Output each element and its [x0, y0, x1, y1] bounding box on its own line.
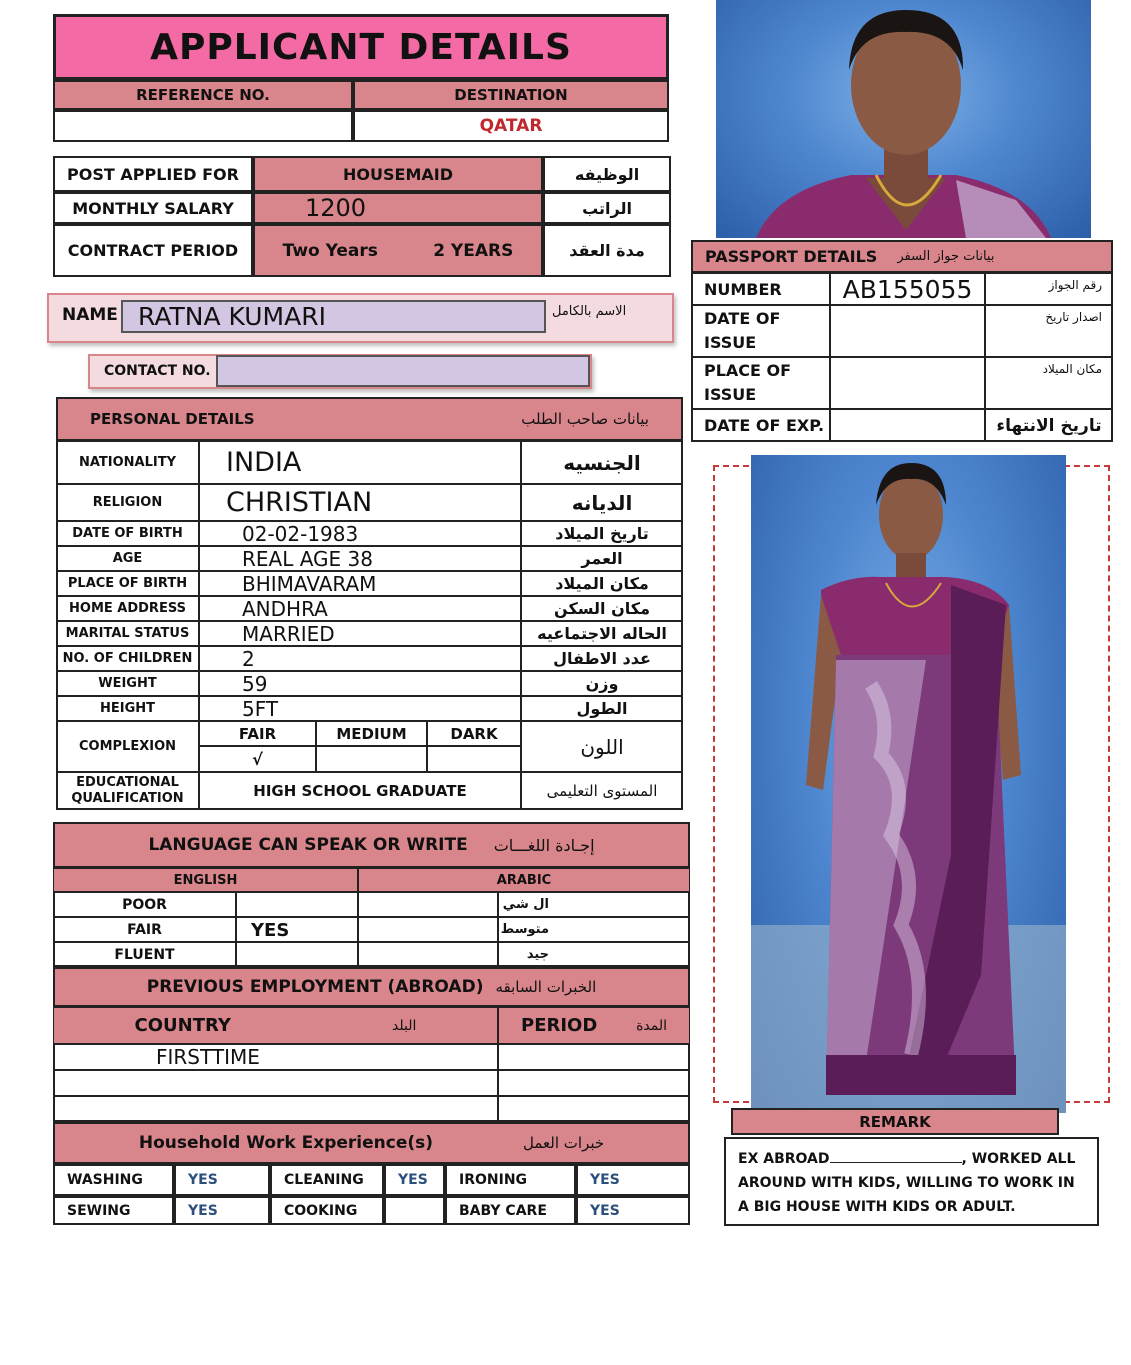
language-level: FAIR	[53, 917, 236, 942]
employment-title-ar: الخبرات السابقه	[495, 978, 597, 996]
destination-value: QATAR	[353, 110, 669, 142]
personal-row-value: 02-02-1983	[199, 521, 521, 546]
portrait-photo	[716, 0, 1091, 238]
household-item-label: COOKING	[270, 1196, 384, 1225]
employment-period-value	[498, 1096, 690, 1122]
employment-country-value: FIRSTTIME	[53, 1044, 498, 1070]
name-label: NAME	[62, 305, 118, 325]
post-label: POST APPLIED FOR	[53, 156, 253, 192]
language-arabic-header: ARABIC	[358, 868, 690, 892]
passport-issue-place-value	[830, 357, 985, 409]
passport-number-label: NUMBER	[691, 273, 830, 305]
household-item-label: BABY CARE	[445, 1196, 576, 1225]
language-level: FLUENT	[53, 942, 236, 967]
personal-row-value: CHRISTIAN	[199, 484, 521, 521]
household-header	[53, 1122, 690, 1164]
household-item-value: YES	[384, 1164, 445, 1196]
household-title: Household Work Experience(s)	[138, 1133, 434, 1153]
personal-row-ar: عدد الاطفال	[521, 646, 683, 671]
language-arabic-value	[358, 892, 498, 917]
post-ar: الوظيفه	[543, 156, 671, 192]
personal-row-label: NO. OF CHILDREN	[56, 646, 199, 671]
employment-period-label: PERIOD	[521, 1015, 598, 1036]
personal-row-label: MARITAL STATUS	[56, 621, 199, 646]
passport-issue-place-ar: مكان الميلاد	[985, 357, 1113, 409]
passport-issue-date-value	[830, 305, 985, 357]
language-arabic-value	[358, 917, 498, 942]
passport-issue-place-label	[691, 357, 830, 409]
personal-row-value: INDIA	[199, 441, 521, 484]
personal-row-label: NATIONALITY	[56, 441, 199, 484]
household-item-label: IRONING	[445, 1164, 576, 1196]
full-body-photo	[751, 455, 1066, 1113]
language-english-header: ENGLISH	[53, 868, 358, 892]
name-ar: الاسم بالكامل	[552, 304, 627, 319]
language-title: LANGUAGE CAN SPEAK OR WRITE	[148, 835, 468, 855]
name-field	[121, 300, 546, 333]
personal-row-ar: تاريخ الميلاد	[521, 521, 683, 546]
household-item-value: YES	[576, 1164, 690, 1196]
employment-period-value	[498, 1044, 690, 1070]
personal-row-ar: الطول	[521, 696, 683, 721]
language-english-value: YES	[236, 917, 358, 942]
language-header	[53, 822, 690, 868]
reference-value	[53, 110, 353, 142]
reference-label: REFERENCE NO.	[53, 80, 353, 110]
household-item-label: SEWING	[53, 1196, 174, 1225]
personal-row-ar: وزن	[521, 671, 683, 696]
passport-title: PASSPORT DETAILS	[705, 247, 878, 266]
household-item-value	[384, 1196, 445, 1225]
employment-header	[53, 967, 690, 1007]
personal-row-label: HOME ADDRESS	[56, 596, 199, 621]
passport-exp-ar: تاريخ الانتهاء	[985, 409, 1113, 442]
personal-row-value: ANDHRA	[199, 596, 521, 621]
language-arabic-value	[358, 942, 498, 967]
contact-label: CONTACT NO.	[104, 363, 211, 379]
language-english-value	[236, 942, 358, 967]
personal-row-ar: الجنسيه	[521, 441, 683, 484]
complexion-option-medium: MEDIUM	[316, 721, 427, 746]
salary-label: MONTHLY SALARY	[53, 192, 253, 224]
language-level-ar: ال شي	[498, 892, 690, 917]
complexion-dark-box	[427, 746, 521, 772]
passport-issue-date-label-text: DATE OF ISSUE	[704, 309, 781, 352]
personal-row-ar: الحاله الاجتماعيه	[521, 621, 683, 646]
education-ar: المستوى التعليمى	[521, 772, 683, 810]
employment-country-header	[53, 1007, 498, 1044]
education-label	[56, 772, 199, 810]
post-value: HOUSEMAID	[253, 156, 543, 192]
portrait-illustration	[716, 0, 1091, 238]
contract-value	[253, 224, 543, 277]
personal-row-ar: مكان السكن	[521, 596, 683, 621]
remark-text-1: EX ABROAD	[738, 1151, 830, 1167]
salary-value: 1200	[253, 192, 543, 224]
complexion-ar: اللون	[521, 721, 683, 772]
complexion-check: √	[199, 746, 316, 772]
personal-row-value: 59	[199, 671, 521, 696]
household-item-label: WASHING	[53, 1164, 174, 1196]
remark-underline	[830, 1149, 962, 1163]
language-level: POOR	[53, 892, 236, 917]
contact-field	[216, 355, 590, 387]
passport-exp-value	[830, 409, 985, 442]
personal-header	[56, 397, 683, 441]
employment-period-header	[498, 1007, 690, 1044]
personal-row-label: WEIGHT	[56, 671, 199, 696]
contract-value-a: Two Years	[282, 240, 378, 261]
remark-box	[724, 1137, 1099, 1226]
education-value: HIGH SCHOOL GRADUATE	[199, 772, 521, 810]
passport-header	[691, 240, 1113, 273]
personal-title: PERSONAL DETAILS	[90, 410, 255, 428]
complexion-label: COMPLEXION	[56, 721, 199, 772]
personal-row-label: AGE	[56, 546, 199, 571]
personal-title-ar: بيانات صاحب الطلب	[521, 410, 649, 428]
passport-exp-label: DATE OF EXP.	[691, 409, 830, 442]
personal-row-label: RELIGION	[56, 484, 199, 521]
page-title: APPLICANT DETAILS	[150, 26, 572, 68]
employment-country-ar: البلد	[392, 1017, 417, 1034]
personal-row-value: REAL AGE 38	[199, 546, 521, 571]
household-item-value: YES	[576, 1196, 690, 1225]
employment-country-value	[53, 1096, 498, 1122]
salary-ar: الراتب	[543, 192, 671, 224]
complexion-option-fair: FAIR	[199, 721, 316, 746]
contract-label: CONTRACT PERIOD	[53, 224, 253, 277]
contract-value-b: 2 YEARS	[433, 240, 514, 261]
personal-row-value: 5FT	[199, 696, 521, 721]
personal-row-value: BHIMAVARAM	[199, 571, 521, 596]
title-banner	[53, 14, 669, 80]
passport-issue-place-label-text: PLACE OF ISSUE	[704, 361, 792, 404]
full-body-illustration	[751, 455, 1066, 1113]
employment-period-value	[498, 1070, 690, 1096]
employment-title: PREVIOUS EMPLOYMENT (ABROAD)	[146, 977, 484, 997]
education-label-text: EDUCATIONAL QUALIFICATION	[71, 775, 184, 806]
complexion-medium-box	[316, 746, 427, 772]
language-level-ar: متوسط	[498, 917, 690, 942]
remark-header: REMARK	[731, 1108, 1059, 1135]
language-english-value	[236, 892, 358, 917]
household-item-label: CLEANING	[270, 1164, 384, 1196]
passport-issue-date-label	[691, 305, 830, 357]
passport-number-value: AB155055	[830, 273, 985, 305]
employment-country-label: COUNTRY	[134, 1015, 231, 1036]
employment-period-ar: المدة	[636, 1017, 667, 1034]
destination-label: DESTINATION	[353, 80, 669, 110]
name-value: RATNA KUMARI	[138, 302, 326, 331]
passport-number-ar: رقم الجواز	[985, 273, 1113, 305]
passport-issue-date-ar: اصدار تاريخ	[985, 305, 1113, 357]
employment-country-value	[53, 1070, 498, 1096]
language-title-ar: إجـادة اللغـــات	[493, 835, 595, 855]
household-item-value: YES	[174, 1164, 270, 1196]
personal-row-label: DATE OF BIRTH	[56, 521, 199, 546]
contract-ar: مدة العقد	[543, 224, 671, 277]
personal-row-ar: العمر	[521, 546, 683, 571]
personal-row-ar: مكان الميلاد	[521, 571, 683, 596]
personal-row-label: PLACE OF BIRTH	[56, 571, 199, 596]
personal-row-value: MARRIED	[199, 621, 521, 646]
complexion-option-dark: DARK	[427, 721, 521, 746]
personal-row-ar: الديانه	[521, 484, 683, 521]
remark-text-2: , WORKED ALL AROUND WITH KIDS, WILLING TO WORK IN A BIG HOUSE WITH KIDS OR ADULT.	[738, 1151, 1076, 1215]
household-item-value: YES	[174, 1196, 270, 1225]
passport-title-ar: بيانات جواز السفر	[897, 249, 995, 264]
language-level-ar: جيد	[498, 942, 690, 967]
household-title-ar: خبرات العمل	[523, 1134, 605, 1152]
personal-row-value: 2	[199, 646, 521, 671]
personal-row-label: HEIGHT	[56, 696, 199, 721]
